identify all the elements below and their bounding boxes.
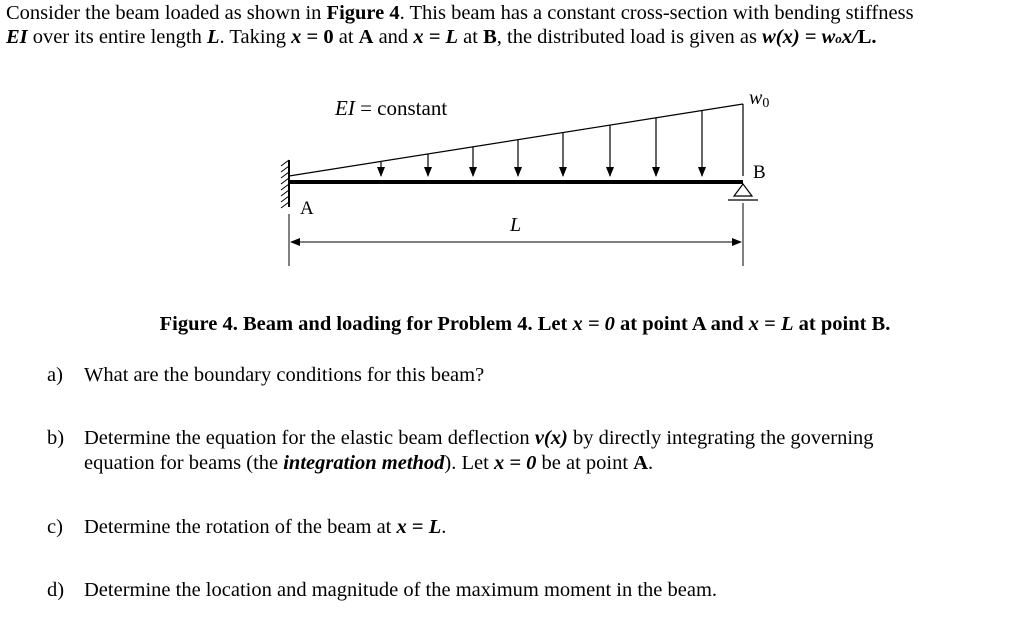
length-label: L [510,214,522,236]
beam-figure [0,0,1024,310]
question-d: d) Determine the location and magnitude of the maximum moment in the beam. [47,579,718,601]
figure-caption: Figure 4. Beam and loading for Problem 4. Let x = 0 at point A and x = L at point B. [159,313,891,335]
fixed-support-a [281,160,289,208]
question-b: b) Determine the equation for the elastic beam deflection v(x) by directly integrating the governing equation for beams (the integration method). Let x = 0 be at point A. [47,427,874,474]
problem-line-1: Consider the beam loaded as shown in Figure 4. This beam has a constant cross-section with bending stiffness [6,2,914,24]
pin-support-b [728,184,758,200]
problem-line-2: EI over its entire length L. Taking x = 0 at A and x = L at B, the distributed load is given as w(x) = wox/L. [6,26,877,48]
point-b-label: B [753,162,766,183]
question-c: c) Determine the rotation of the beam at x = L. [47,516,447,538]
ei-label: EI = constant [335,96,448,120]
point-a-label: A [300,198,314,219]
w0-label: w0 [749,87,770,111]
question-a: a) What are the boundary conditions for this beam? [47,364,485,386]
